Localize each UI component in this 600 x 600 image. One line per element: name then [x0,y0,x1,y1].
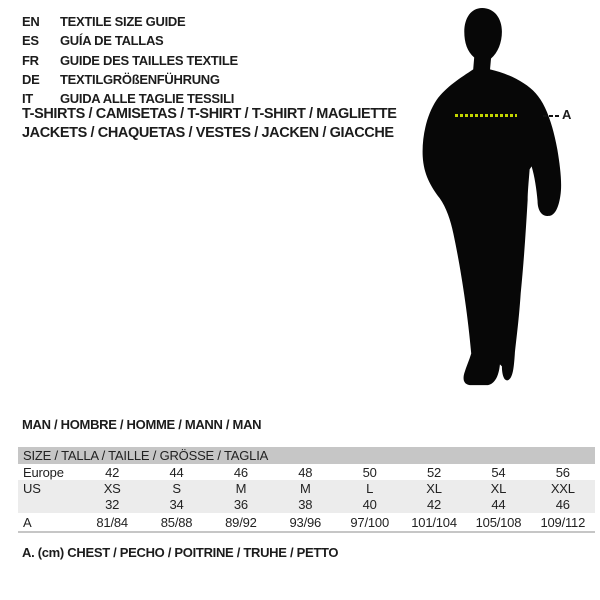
measure-callout-dash-line [543,115,559,117]
language-title: GUIDA ALLE TAGLIE TESSILI [60,91,235,107]
language-title: TEXTILE SIZE GUIDE [60,14,186,30]
table-cell: 48 [298,464,313,480]
table-cell: 32 [80,496,144,513]
table-cell: XXL [531,480,595,496]
size-table [18,447,595,533]
table-cell: 81/84 [96,514,128,530]
row-label: US [18,480,80,496]
size-table-header-row [18,447,595,464]
table-cell: 36 [209,496,273,513]
table-cell: 101/104 [411,514,457,530]
language-row [22,12,238,31]
row-label: A [23,514,32,530]
language-code: EN [22,14,40,30]
man-silhouette [418,6,568,402]
language-title: GUIDE DES TAILLES TEXTILE [60,52,238,68]
table-cell: 44 [466,496,530,513]
table-cell: 42 [105,464,120,480]
table-row-chest-a [18,513,595,532]
table-cell: M [209,480,273,496]
table-row-uk [18,496,595,513]
language-code: DE [22,72,40,88]
chest-measure-dotted-line [455,114,517,117]
language-row [22,70,238,89]
table-cell: 40 [338,496,402,513]
table-cell: 44 [169,464,184,480]
table-row-us [18,480,595,496]
category-line-tshirts: T-SHIRTS / CAMISETAS / T-SHIRT / T-SHIRT / MAGLIETTE [22,106,397,122]
language-list [22,12,238,108]
row-label: Europe [23,464,64,480]
garment-categories [22,106,396,143]
measure-label-a: A [562,107,572,122]
table-cell: 89/92 [225,514,257,530]
language-title: GUÍA DE TALLAS [60,33,164,49]
table-cell: XS [80,480,144,496]
measurement-caption: A. (cm) CHEST / PECHO / POITRINE / TRUHE / PETTO [22,545,339,560]
table-cell: 97/100 [350,514,389,530]
man-silhouette-graphic [418,6,568,402]
table-cell: L [338,480,402,496]
table-cell: 109/112 [540,514,586,530]
table-cell: 34 [144,496,208,513]
language-code: IT [22,91,33,107]
table-cell: 50 [362,464,377,480]
table-cell: 46 [531,496,595,513]
table-cell: 52 [427,464,442,480]
table-cell: M [273,480,337,496]
language-row [22,31,238,50]
section-title-man: MAN / HOMBRE / HOMME / MANN / MAN [22,417,262,432]
table-cell: 42 [402,496,466,513]
language-title: TEXTILGRÖßENFÜHRUNG [60,72,220,88]
language-code: ES [22,33,39,49]
table-cell: XL [466,480,530,496]
table-cell: 105/108 [475,514,522,530]
language-row [22,51,238,70]
table-cell: 85/88 [160,514,193,530]
table-row-europe [18,464,595,480]
table-cell: XL [402,480,466,496]
table-cell: 93/96 [289,514,322,530]
table-cell: 56 [555,464,570,480]
table-cell: 46 [233,464,248,480]
table-cell: 38 [273,496,337,513]
size-table-header: SIZE / TALLA / TAILLE / GRÖSSE / TAGLIA [18,447,595,464]
language-code: FR [22,52,39,68]
table-cell: S [144,480,208,496]
category-line-jackets: JACKETS / CHAQUETAS / VESTES / JACKEN / GIACCHE [22,124,394,141]
table-cell: 54 [491,464,506,480]
row-label [18,496,80,513]
